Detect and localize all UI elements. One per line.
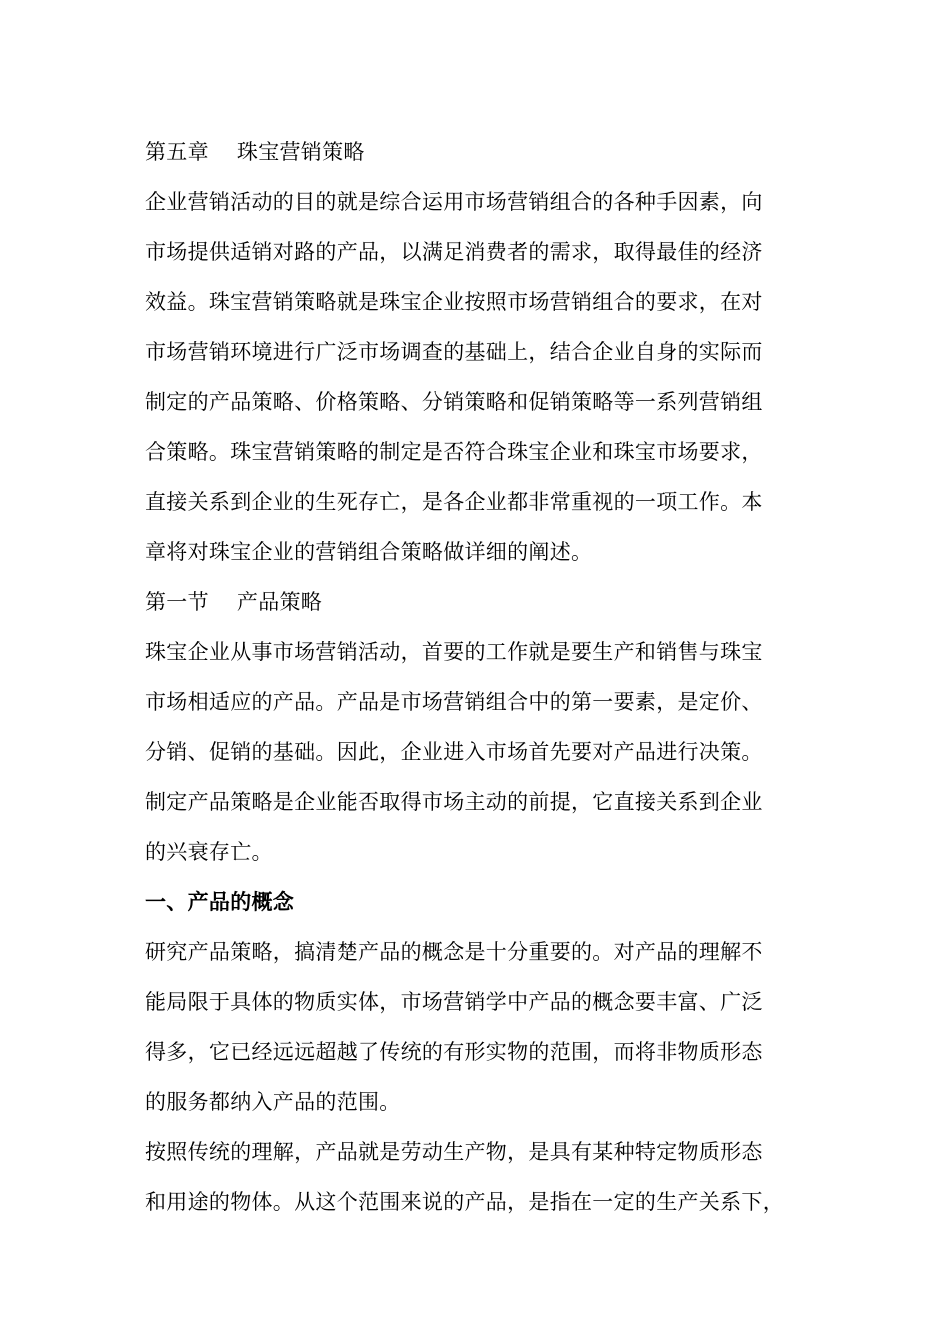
- text-line: 市场提供适销对路的产品，以满足消费者的需求，取得最佳的经济: [145, 240, 763, 264]
- text-line: 市场营销环境进行广泛市场调查的基础上，结合企业自身的实际而: [145, 340, 763, 364]
- section-title: 产品策略: [236, 590, 323, 614]
- text-line: 珠宝企业从事市场营销活动，首要的工作就是要生产和销售与珠宝: [145, 640, 763, 664]
- text-line: 市场相适应的产品。产品是市场营销组合中的第一要素，是定价、: [145, 690, 763, 714]
- text-line: 能局限于具体的物质实体，市场营销学中产品的概念要丰富、广泛: [145, 990, 763, 1014]
- text-line: 得多，它已经远远超越了传统的有形实物的范围，而将非物质形态: [145, 1040, 763, 1064]
- text-line: 效益。珠宝营销策略就是珠宝企业按照市场营销组合的要求，在对: [145, 290, 763, 314]
- section-heading: [145, 577, 825, 627]
- intro-paragraph: [145, 177, 825, 577]
- section-number: 第一节: [145, 590, 209, 614]
- text-line: 分销、促销的基础。因此，企业进入市场首先要对产品进行决策。: [145, 740, 763, 764]
- text-line: 的服务都纳入产品的范围。: [145, 1090, 401, 1114]
- subsection-heading: 一、产品的概念: [145, 889, 295, 914]
- text-line: 章将对珠宝企业的营销组合策略做详细的阐述。: [145, 540, 593, 564]
- text-line: 研究产品策略，搞清楚产品的概念是十分重要的。对产品的理解不: [145, 940, 763, 964]
- chapter-heading: [145, 127, 825, 177]
- text-line: 企业营销活动的目的就是综合运用市场营销组合的各种手因素，向: [145, 190, 763, 214]
- chapter-title: 珠宝营销策略: [236, 140, 365, 164]
- text-line: 合策略。珠宝营销策略的制定是否符合珠宝企业和珠宝市场要求，: [145, 440, 763, 464]
- text-line: 制定的产品策略、价格策略、分销策略和促销策略等一系列营销组: [145, 390, 763, 414]
- text-line: 的兴衰存亡。: [145, 840, 273, 864]
- text-line: 制定产品策略是企业能否取得市场主动的前提，它直接关系到企业: [145, 790, 763, 814]
- concept-paragraph-2: [145, 1127, 825, 1227]
- section-paragraph: [145, 627, 825, 877]
- chapter-number: 第五章: [145, 140, 209, 164]
- text-line: 直接关系到企业的生死存亡，是各企业都非常重视的一项工作。本: [145, 490, 763, 514]
- text-line: 按照传统的理解，产品就是劳动生产物，是具有某种特定物质形态: [145, 1140, 763, 1164]
- concept-paragraph-1: [145, 927, 825, 1127]
- text-line: 和用途的物体。从这个范围来说的产品，是指在一定的生产关系下，: [145, 1190, 784, 1214]
- document-page: [145, 127, 825, 1227]
